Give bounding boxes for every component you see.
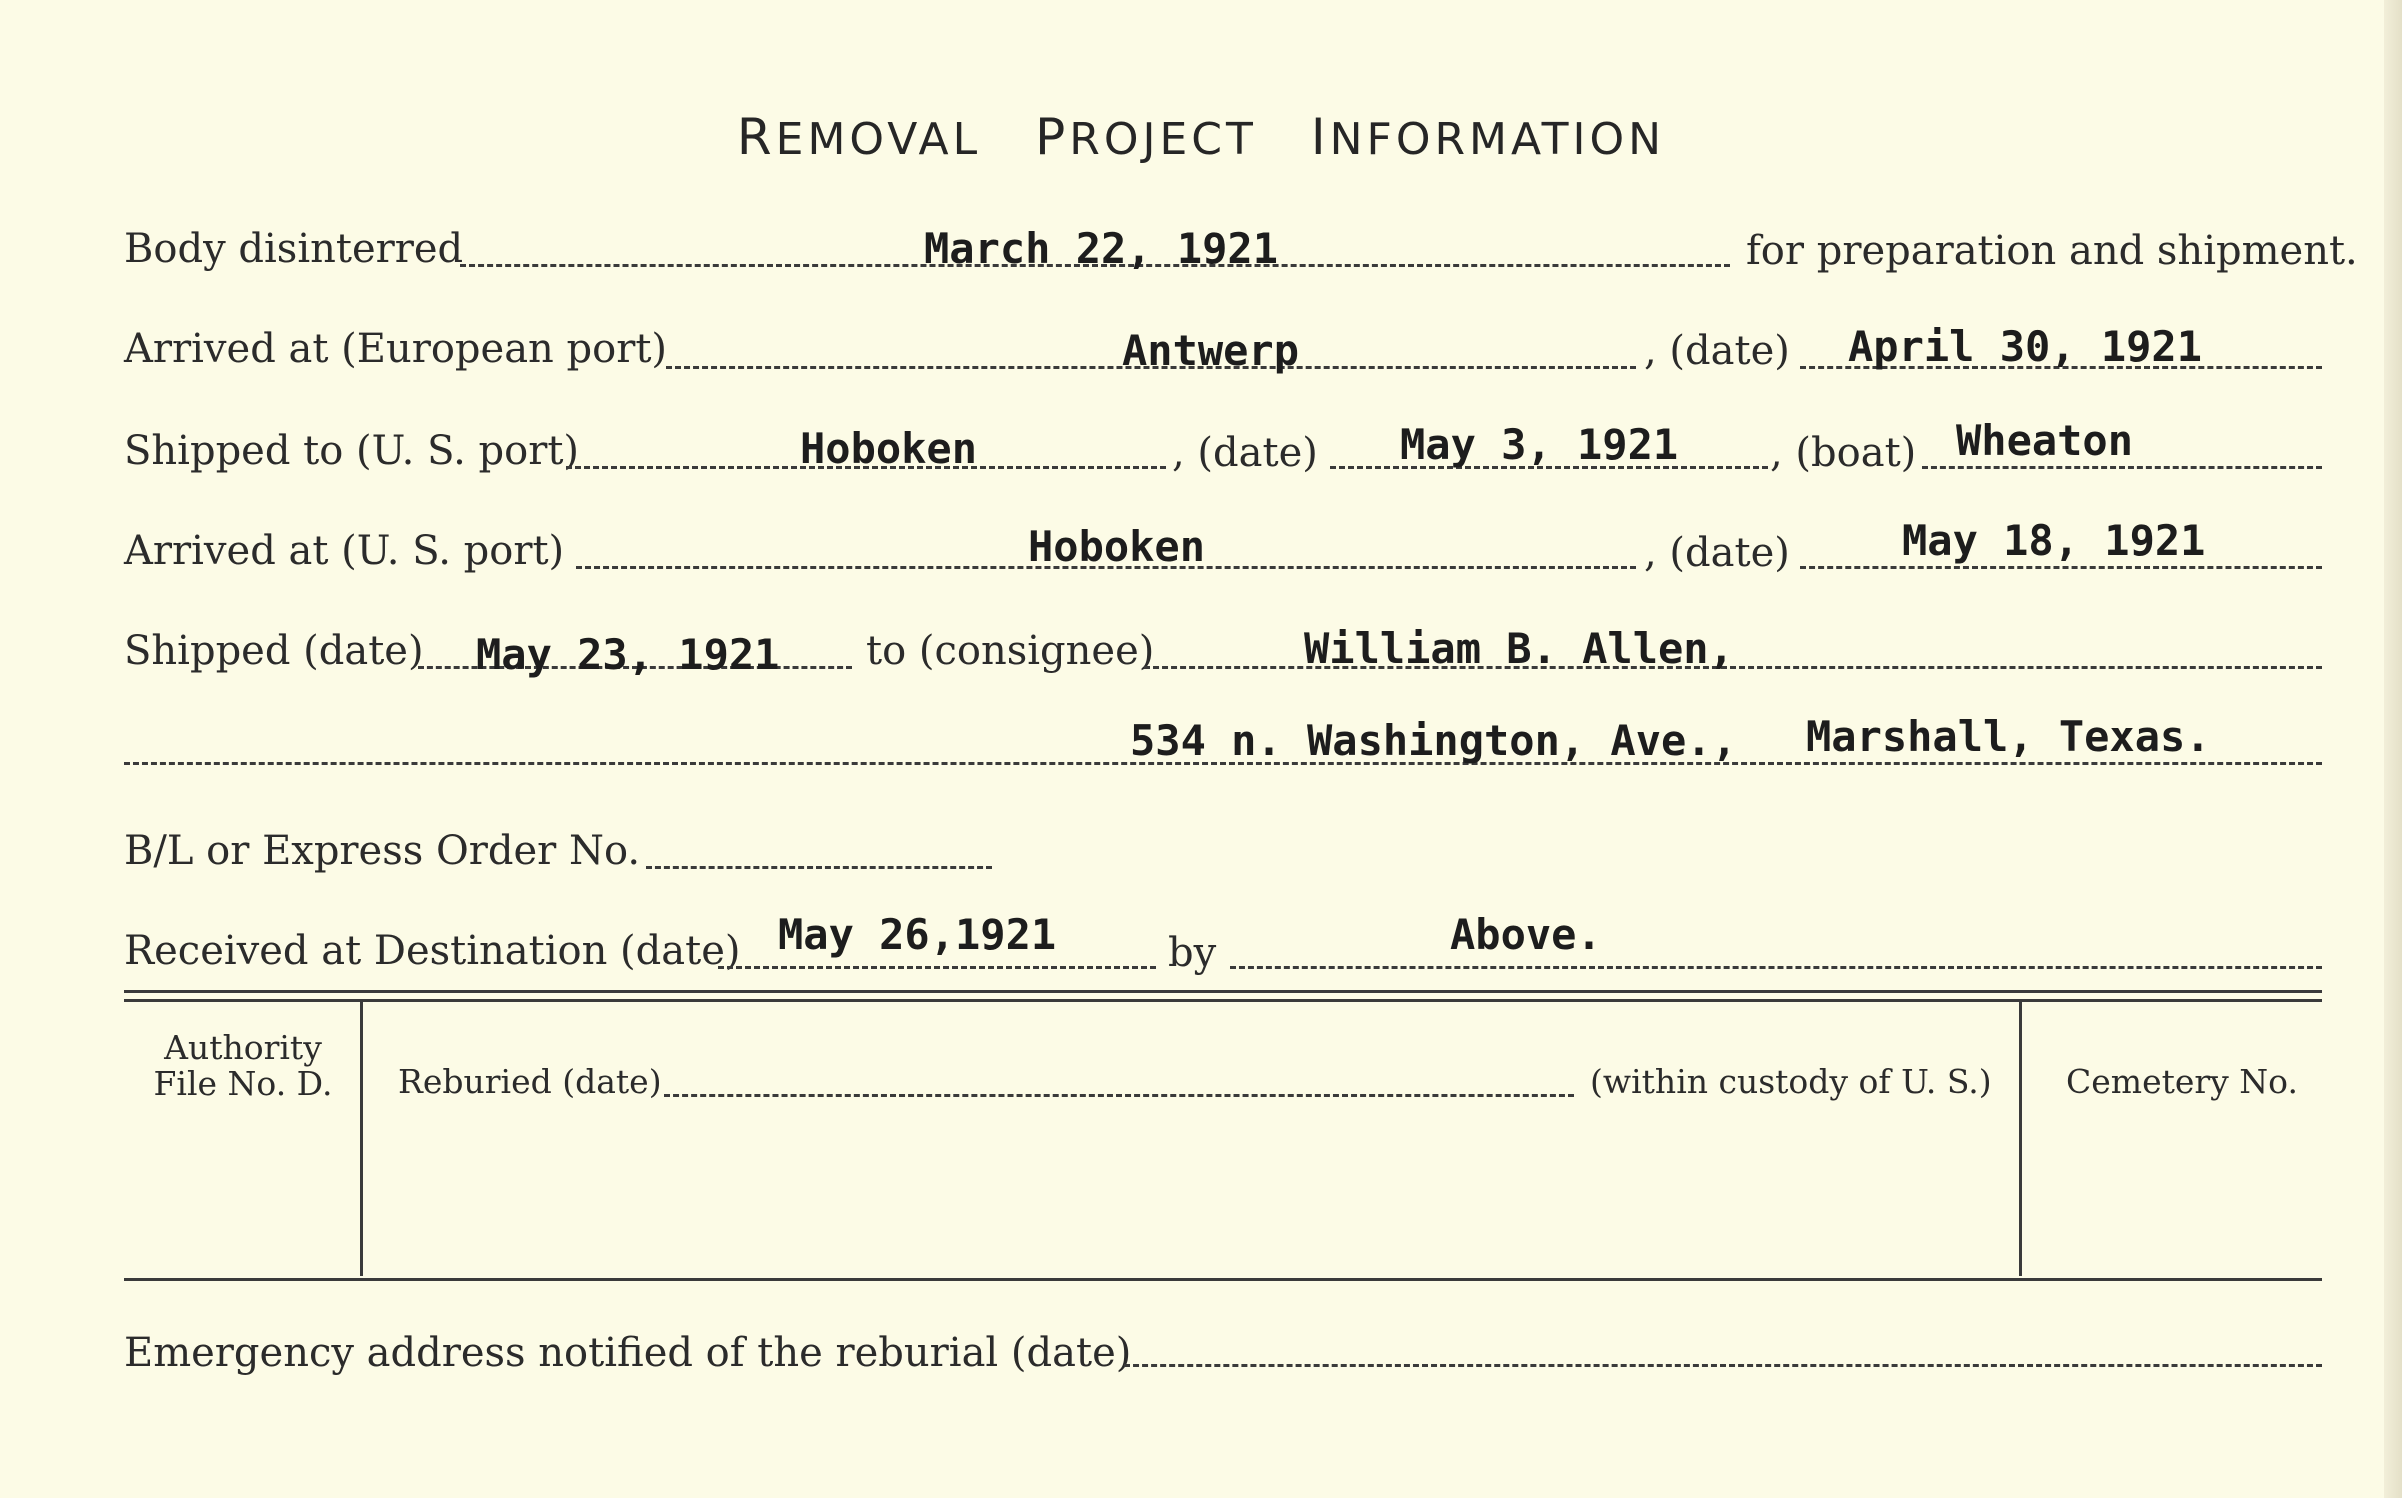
arrived-us-date-line (1800, 566, 2322, 569)
arrived-us-date: May 18, 1921 (1902, 516, 2206, 565)
table-divider-right (2019, 1002, 2022, 1276)
received-by-label: by (1168, 930, 1217, 976)
reburied-line (664, 1094, 1574, 1097)
shipped-date: May 23, 1921 (476, 630, 780, 679)
reburied-label: Reburied (date) (398, 1062, 662, 1101)
bl-order-line (646, 866, 992, 869)
shipped-us-boat-label: , (boat) (1770, 430, 1917, 476)
received-label: Received at Destination (date) (124, 928, 741, 974)
shipped-us-boat: Wheaton (1956, 416, 2134, 465)
arrived-european-date-label: , (date) (1644, 328, 1790, 374)
shipped-us-label: Shipped to (U. S. port) (124, 428, 579, 474)
body-disinterred-suffix: for preparation and shipment. (1746, 228, 2358, 274)
card-edge (2384, 0, 2402, 1498)
body-disinterred-value: March 22, 1921 (924, 224, 1279, 273)
emergency-label: Emergency address notified of the reburial (date) (124, 1330, 1132, 1376)
bl-order-label: B/L or Express Order No. (124, 828, 641, 874)
arrived-european-port: Antwerp (1122, 326, 1300, 375)
shipped-us-port: Hoboken (800, 424, 978, 473)
arrived-european-label: Arrived at (European port) (124, 326, 668, 372)
shipped-us-date-label: , (date) (1172, 430, 1318, 476)
body-disinterred-label: Body disinterred (124, 226, 464, 272)
shipped-date-label: Shipped (date) (124, 628, 424, 674)
received-date: May 26,1921 (778, 910, 1057, 959)
shipped-us-date: May 3, 1921 (1400, 420, 1679, 469)
arrived-us-port: Hoboken (1028, 522, 1206, 571)
title-word-project: PROJECT (1035, 108, 1257, 166)
received-date-line (718, 966, 1156, 969)
consignee-address-city: Marshall, Texas. (1806, 712, 2211, 761)
consignee-name: William B. Allen, (1304, 624, 1734, 673)
shipped-us-boat-line (1922, 466, 2322, 469)
table-top-rule-1 (124, 990, 2322, 993)
cemetery-label: Cemetery No. (2066, 1062, 2298, 1101)
title-word-removal: REMOVAL (736, 108, 982, 166)
arrived-european-date: April 30, 1921 (1848, 322, 2203, 371)
arrived-us-label: Arrived at (U. S. port) (124, 528, 565, 574)
emergency-line (1124, 1364, 2322, 1367)
form-title (0, 108, 2402, 166)
consignee-label: to (consignee) (866, 628, 1155, 674)
consignee-address-street: 534 n. Washington, Ave., (1130, 716, 1737, 765)
authority-file-label (128, 1030, 358, 1102)
arrived-us-date-label: , (date) (1644, 530, 1790, 576)
title-word-information: INFORMATION (1310, 108, 1666, 166)
custody-label: (within custody of U. S.) (1590, 1062, 1992, 1101)
table-top-rule-2 (124, 999, 2322, 1002)
table-divider-left (360, 1002, 363, 1276)
received-by-line (1230, 966, 2322, 969)
table-bottom-rule (124, 1278, 2322, 1281)
authority-label-line-2: File No. D. (153, 1064, 333, 1103)
received-by: Above. (1450, 910, 1602, 959)
authority-label-line-1: Authority (164, 1028, 322, 1067)
